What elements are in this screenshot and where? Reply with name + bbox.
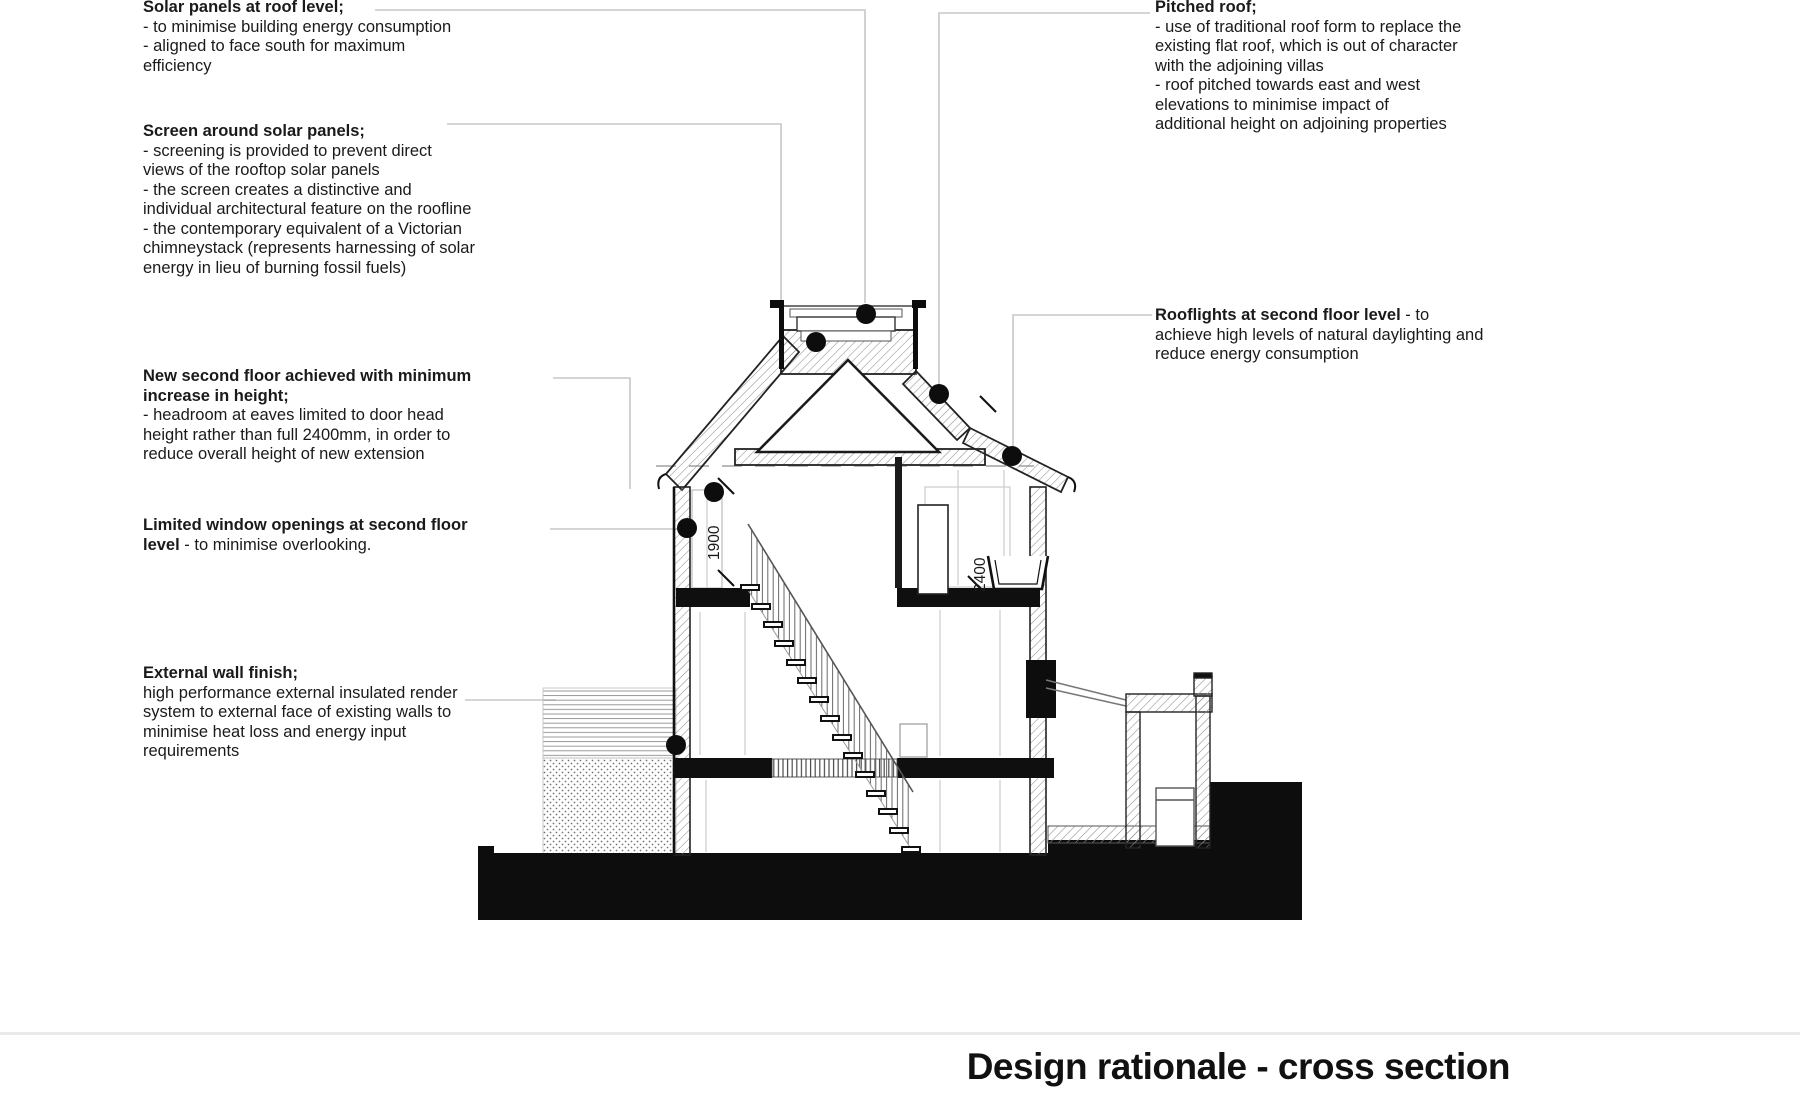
- annotation-heading: New second floor achieved with minimum: [143, 367, 472, 385]
- dimension-1900: 1900: [706, 525, 723, 560]
- interior-framing: [692, 470, 1010, 852]
- external-walls: [674, 457, 1056, 855]
- left-gutter: [658, 474, 666, 489]
- annotation-rooflights: Rooflights at second floor level - to achieve high levels of natural daylighting and reduce energy consumption: [1155, 306, 1484, 363]
- leader-second-floor: [553, 378, 630, 489]
- door-leaf: [918, 505, 948, 594]
- stair-treads: [741, 585, 920, 852]
- annotation-heading: Solar panels at roof level;: [143, 0, 344, 16]
- annotation-heading: level: [143, 535, 180, 554]
- left-wall: [674, 487, 690, 855]
- annotation-screen: Screen around solar panels; - screening is provided to prevent direct views of the rooftop solar panels - the screen creates a distinctive and individual architectural feature on the roofline - the contemporary equivalent of a Victorian chimneystack (represents harnessing of solar energy in lieu of burning fossil fuels): [143, 122, 503, 278]
- stair-partition: [895, 457, 902, 588]
- screen-post-right: [913, 303, 918, 369]
- annotation-heading: Screen around solar panels;: [143, 122, 365, 140]
- rear-extension: [1046, 673, 1212, 848]
- annotation-heading: Limited window openings at second floor: [143, 516, 468, 534]
- leader-pitched-roof: [939, 13, 1150, 385]
- page-title: Design rationale - cross section: [966, 1046, 1510, 1087]
- annotation-solar-panels: Solar panels at roof level; - to minimise building energy consumption - aligned to face south for maximum efficiency: [143, 0, 488, 76]
- annotation-pitched-roof: Pitched roof; - use of traditional roof form to replace the existing flat roof, which is out of character with the adjoining villas - roof pitched towards east and west elevations to minimise impact of additional height on adjoining properties: [1155, 0, 1515, 135]
- extension-unit: [1156, 788, 1194, 846]
- dimension-2400: 2400: [972, 557, 989, 592]
- annotation-external-wall: External wall finish; high performance external insulated render system to external face of existing walls to minimise heat loss and energy input requirements: [143, 664, 488, 762]
- annotation-heading: Pitched roof;: [1155, 0, 1257, 16]
- garden-wall-texture: [543, 688, 676, 855]
- annotation-heading: External wall finish;: [143, 664, 298, 682]
- leader-rooflights: [1013, 315, 1152, 447]
- annotation-limited-windows: Limited window openings at second floor level - to minimise overlooking.: [143, 516, 488, 555]
- right-gutter: [1068, 477, 1075, 492]
- annotation-heading: Rooflights at second floor level: [1155, 306, 1401, 324]
- extension-left-wall: [1126, 712, 1140, 848]
- annotation-second-floor: New second floor achieved with minimum increase in height; - headroom at eaves limited to door head height rather than full 2400mm, in order to reduce overall height of new extension: [143, 367, 488, 465]
- solar-panel: [790, 309, 902, 341]
- annotation-heading: increase in height;: [143, 386, 289, 405]
- staircase: [741, 510, 920, 860]
- extension-right-wall: [1196, 696, 1210, 848]
- extension-parapet: [1194, 676, 1212, 696]
- screen-post-left: [779, 303, 784, 369]
- footer-divider: [0, 1032, 1800, 1035]
